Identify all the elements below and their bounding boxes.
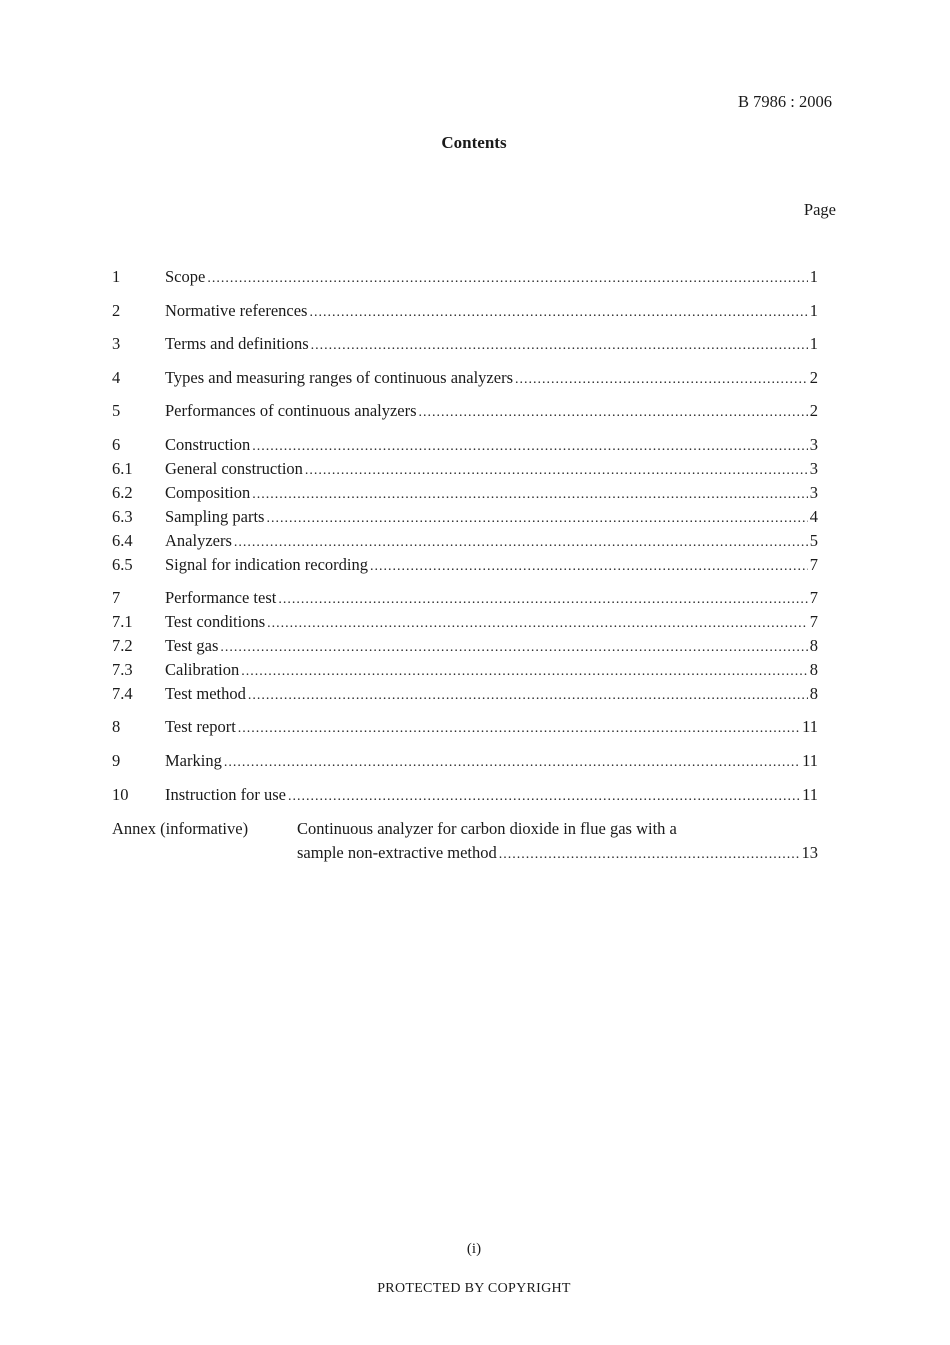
toc-entry-title: Scope (165, 267, 206, 286)
dot-leader (266, 508, 807, 530)
dot-leader (252, 484, 807, 506)
dot-leader (515, 369, 808, 391)
toc-entry-title: Test report (165, 717, 236, 736)
toc-entry-number: 9 (112, 751, 121, 770)
toc-entry-page-number: 4 (809, 507, 818, 526)
toc-entry-number: 8 (112, 717, 121, 736)
toc-entry[interactable] (112, 482, 818, 504)
toc-entry-page-number: 7 (809, 555, 818, 574)
toc-entry-number: 7 (112, 588, 121, 607)
toc-entry-page-number: 1 (809, 334, 818, 353)
toc-entry-body (165, 683, 818, 707)
toc-entry-body (165, 635, 818, 659)
dot-leader (234, 532, 808, 554)
toc-annex-entry[interactable] (112, 817, 818, 863)
annex-page-number: 13 (801, 843, 818, 862)
toc-entry[interactable] (112, 750, 818, 772)
toc-entry-body (165, 400, 818, 424)
toc-entry-body (165, 784, 818, 808)
annex-title-line1: Continuous analyzer for carbon dioxide in flue gas with a (297, 819, 677, 838)
toc-entry[interactable] (112, 611, 818, 633)
toc-entry-page-number: 11 (802, 717, 818, 736)
toc-entry-page-number: 7 (809, 612, 818, 631)
toc-entry[interactable] (112, 266, 818, 288)
toc-entry-title: General construction (165, 459, 303, 478)
toc-entry-body (165, 554, 818, 578)
toc-entry-body (165, 587, 818, 611)
toc-entry[interactable] (112, 333, 818, 355)
dot-leader (370, 556, 808, 578)
toc-entry-number: 2 (112, 301, 121, 320)
toc-entry[interactable] (112, 683, 818, 705)
toc-entry-page-number: 8 (809, 684, 818, 703)
toc-entry-number: 6.2 (112, 483, 133, 502)
toc-entry-number: 7.3 (112, 660, 133, 679)
dot-leader (419, 402, 808, 424)
annex-label: Annex (informative) (112, 819, 249, 838)
toc-entry-body (165, 482, 818, 506)
toc-entry-page-number: 2 (809, 401, 818, 420)
page-column-label: Page (803, 200, 836, 219)
toc-entry-number: 7.2 (112, 636, 133, 655)
toc-entry[interactable] (112, 554, 818, 576)
dot-leader (305, 460, 808, 482)
toc-entry-page-number: 2 (809, 368, 818, 387)
dot-leader (220, 637, 807, 659)
toc-entry-page-number: 11 (802, 751, 818, 770)
toc-entry-title: Test gas (165, 636, 219, 655)
toc-entry-number: 1 (112, 267, 121, 286)
toc-entry[interactable] (112, 506, 818, 528)
annex-title-line2-row (297, 841, 818, 867)
toc-entry[interactable] (112, 300, 818, 322)
toc-entry-body (165, 659, 818, 683)
toc-entry-body (165, 367, 818, 391)
toc-entry[interactable] (112, 716, 818, 738)
toc-entry-number: 6.4 (112, 531, 133, 550)
toc-entry-number: 4 (112, 368, 121, 387)
toc-entry-title: Types and measuring ranges of continuous analyzers (165, 368, 513, 387)
dot-leader (238, 718, 800, 740)
dot-leader (224, 752, 800, 774)
toc-entry-body (165, 333, 818, 357)
toc-entry-title: Performance test (165, 588, 277, 607)
toc-entry[interactable] (112, 587, 818, 609)
dot-leader (248, 685, 808, 707)
toc-entry-body (165, 434, 818, 458)
dot-leader (267, 613, 808, 635)
toc-entry[interactable] (112, 434, 818, 456)
toc-entry[interactable] (112, 367, 818, 389)
toc-entry-title: Signal for indication recording (165, 555, 368, 574)
toc-entry-body (165, 716, 818, 740)
toc-entry-number: 7.4 (112, 684, 133, 703)
toc-entry-number: 3 (112, 334, 121, 353)
dot-leader (311, 335, 808, 357)
toc-entry-title: Instruction for use (165, 785, 286, 804)
toc-entry-number: 6.1 (112, 459, 133, 478)
toc-entry[interactable] (112, 659, 818, 681)
annex-title-line2: sample non-extractive method (297, 843, 497, 862)
toc-entry-page-number: 8 (809, 636, 818, 655)
dot-leader (309, 302, 807, 324)
toc-entry-page-number: 3 (809, 435, 818, 454)
dot-leader (278, 589, 807, 611)
toc-entry[interactable] (112, 458, 818, 480)
toc-entry-number: 6.5 (112, 555, 133, 574)
toc-entry-body (165, 750, 818, 774)
toc-entry-title: Analyzers (165, 531, 232, 550)
toc-entry-title: Construction (165, 435, 251, 454)
toc-entry-title: Performances of continuous analyzers (165, 401, 417, 420)
toc-entry-page-number: 1 (809, 267, 818, 286)
toc-entry-title: Test conditions (165, 612, 266, 631)
toc-entry[interactable] (112, 400, 818, 422)
toc-entry-page-number: 11 (802, 785, 818, 804)
toc-entry-title: Marking (165, 751, 222, 770)
toc-entry-page-number: 3 (809, 459, 818, 478)
dot-leader (207, 268, 807, 290)
dot-leader (241, 661, 808, 683)
dot-leader (288, 786, 800, 808)
toc-entry-body (165, 300, 818, 324)
toc-entry-number: 6.3 (112, 507, 133, 526)
toc-entry-page-number: 3 (809, 483, 818, 502)
toc-entry-title: Test method (165, 684, 246, 703)
toc-entry-body (165, 530, 818, 554)
toc-entry-number: 7.1 (112, 612, 133, 631)
toc-entry-body (165, 266, 818, 290)
toc-entry-title: Sampling parts (165, 507, 265, 526)
toc-entry[interactable] (112, 530, 818, 552)
toc-entry-page-number: 5 (809, 531, 818, 550)
toc-entry[interactable] (112, 635, 818, 657)
page-title: Contents (441, 133, 507, 152)
toc-entry-title: Terms and definitions (165, 334, 309, 353)
toc-entry-number: 6 (112, 435, 121, 454)
page-number: (i) (466, 1241, 482, 1257)
dot-leader (252, 436, 808, 458)
toc-entry-page-number: 7 (809, 588, 818, 607)
toc-entry-title: Composition (165, 483, 251, 502)
toc-entry[interactable] (112, 784, 818, 806)
toc-entry-page-number: 8 (809, 660, 818, 679)
toc-entry-number: 5 (112, 401, 121, 420)
toc-entry-body (165, 506, 818, 530)
toc-entry-page-number: 1 (809, 301, 818, 320)
toc-entry-title: Normative references (165, 301, 308, 320)
dot-leader (499, 843, 800, 867)
standard-number: B 7986 : 2006 (738, 92, 832, 111)
toc-entry-number: 10 (112, 785, 129, 804)
toc-entry-body (165, 611, 818, 635)
toc-entry-body (165, 458, 818, 482)
toc-entry-title: Calibration (165, 660, 240, 679)
copyright-notice: PROTECTED BY COPYRIGHT (377, 1281, 571, 1296)
